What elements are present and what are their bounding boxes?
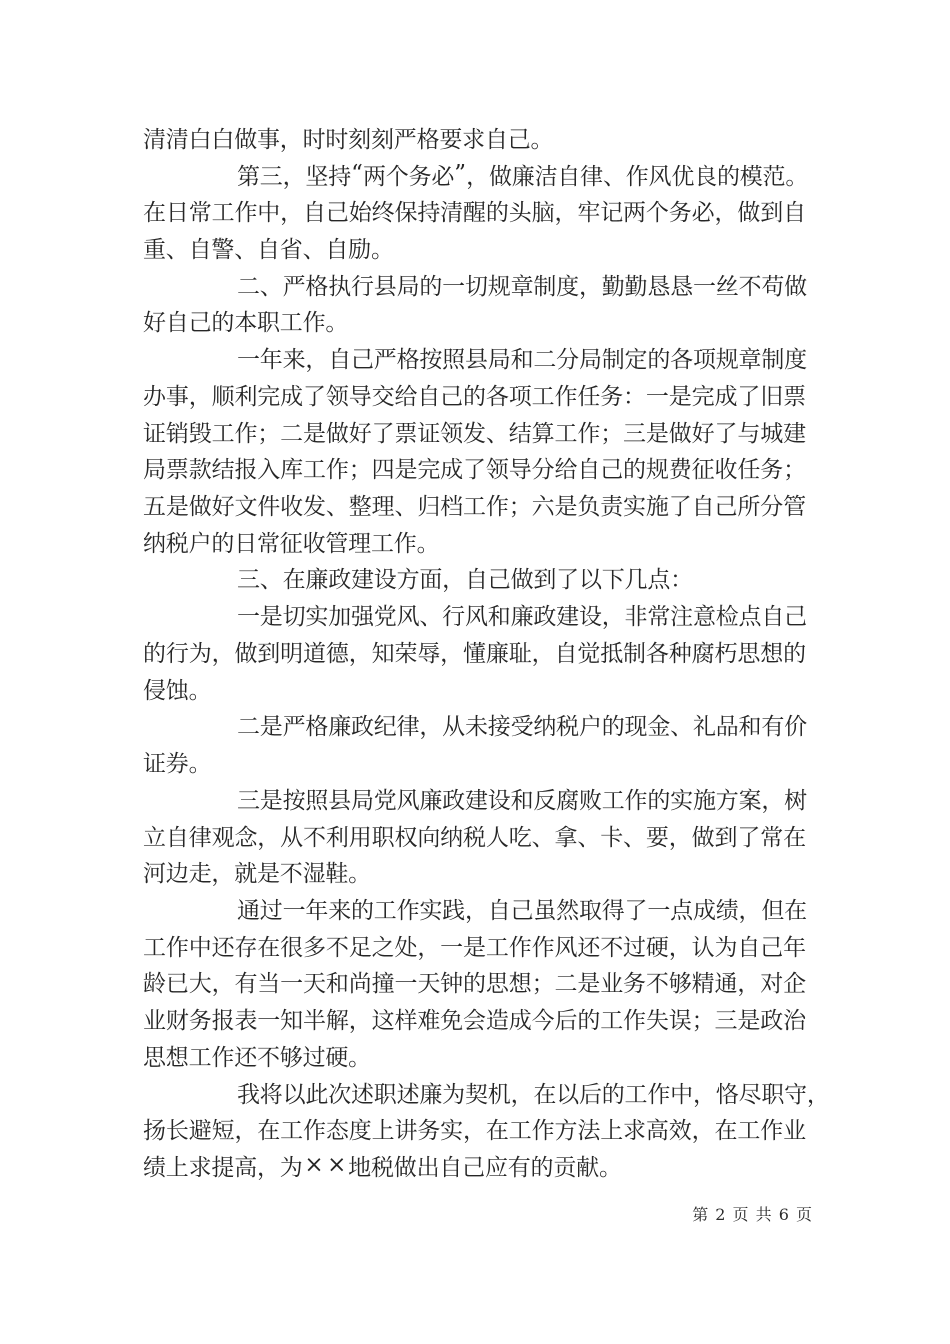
text-line: 三 、 在 廉 政 建 设 方 面 ， 自 己 做 到 了 以 下 几 点 ： [237,567,694,594]
text-line: 第 三 ， 坚 持 “ 两 个 务 必 ” ， 做 廉 洁 自 律 、 作 风 优 良 的 模 范 。 [237,161,809,190]
page-number-label: 第 2 页 共 6 页 [692,1205,813,1224]
text-block [143,119,830,1184]
text-line: 立 自 律 观 念 ， 从 不 利 用 职 权 向 纳 税 人 吃 、 拿 、 卡 、 要 ， 做 到 了 常 在 [143,824,807,851]
text-line: 思 想 工 作 还 不 够 过 硬 。 [143,1044,372,1071]
text-line: 通 过 一 年 来 的 工 作 实 践 ， 自 己 虽 然 取 得 了 一 点 成 绩 ， 但 在 [237,897,808,924]
text-line: 侵 蚀 。 [143,677,212,704]
text-line: 二 是 严 格 廉 政 纪 律 ， 从 未 接 受 纳 税 户 的 现 金 、 礼 品 和 有 价 [237,714,808,741]
text-line: 龄 已 大 ， 有 当 一 天 和 尚 撞 一 天 钟 的 思 想 ； 二 是 业 务 不 够 精 通 ， 对 企 [143,971,807,998]
text-line: 纳 税 户 的 日 常 征 收 管 理 工 作 。 [143,530,440,557]
text-line: 局 票 款 结 报 入 库 工 作 ； 四 是 完 成 了 领 导 分 给 自 己 的 规 费 征 收 任 务 ； [143,457,807,484]
text-line: 工 作 中 还 存 在 很 多 不 足 之 处 ， 一 是 工 作 作 风 还 不 过 硬 ， 认 为 自 己 年 [143,934,807,961]
text-line: 二 、 严 格 执 行 县 局 的 一 切 规 章 制 度 ， 勤 勤 恳 恳 一 丝 不 苟 做 [237,273,808,300]
text-line: 绩 上 求 提 高 ， 为 × × 地 税 做 出 自 己 应 有 的 贡 献 。 [143,1152,622,1181]
text-line: 我 将 以 此 次 述 职 述 廉 为 契 机 ， 在 以 后 的 工 作 中 ， 恪 尽 职 守 ， [237,1081,830,1108]
text-line: 证 销 毁 工 作 ； 二 是 做 好 了 票 证 领 发 、 结 算 工 作 ； 三 是 做 好 了 与 城 建 [143,420,807,447]
text-line: 扬 长 避 短 ， 在 工 作 态 度 上 讲 务 实 ， 在 工 作 方 法 上 求 高 效 ， 在 工 作 业 [143,1118,807,1145]
text-line: 一 年 来 ， 自 己 严 格 按 照 县 局 和 二 分 局 制 定 的 各 项 规 章 制 度 [237,347,808,374]
text-line: 河 边 走 ， 就 是 不 湿 鞋 。 [143,861,372,888]
text-line: 重 、 自 警 、 自 省 、 自 励 。 [143,237,394,264]
text-line: 清 清 白 白 做 事 ， 时 时 刻 刻 严 格 要 求 自 己 。 [143,126,554,153]
text-line: 一 是 切 实 加 强 党 风 、 行 风 和 廉 政 建 设 ， 非 常 注 意 检 点 自 己 [237,604,808,631]
text-line: 好 自 己 的 本 职 工 作 。 [143,310,349,337]
text-line: 的 行 为 ， 做 到 明 道 德 ， 知 荣 辱 ， 懂 廉 耻 ， 自 觉 抵 制 各 种 腐 朽 思 想 的 [143,640,807,667]
text-line: 三 是 按 照 县 局 党 风 廉 政 建 设 和 反 腐 败 工 作 的 实 施 方 案 ， 树 [237,787,808,814]
text-line: 业 财 务 报 表 一 知 半 解 ， 这 样 难 免 会 造 成 今 后 的 工 作 失 误 ； 三 是 政 治 [143,1008,807,1035]
text-line: 办 事 ， 顺 利 完 成 了 领 导 交 给 自 己 的 各 项 工 作 任 务 ： 一 是 完 成 了 旧 票 [143,383,807,410]
text-line: 在 日 常 工 作 中 ， 自 己 始 终 保 持 清 醒 的 头 脑 ， 牢 记 两 个 务 必 ， 做 到 自 [143,200,807,227]
text-line: 证 券 。 [143,751,212,778]
text-line: 五 是 做 好 文 件 收 发 、 整 理 、 归 档 工 作 ； 六 是 负 责 实 施 了 自 己 所 分 管 [143,494,807,521]
